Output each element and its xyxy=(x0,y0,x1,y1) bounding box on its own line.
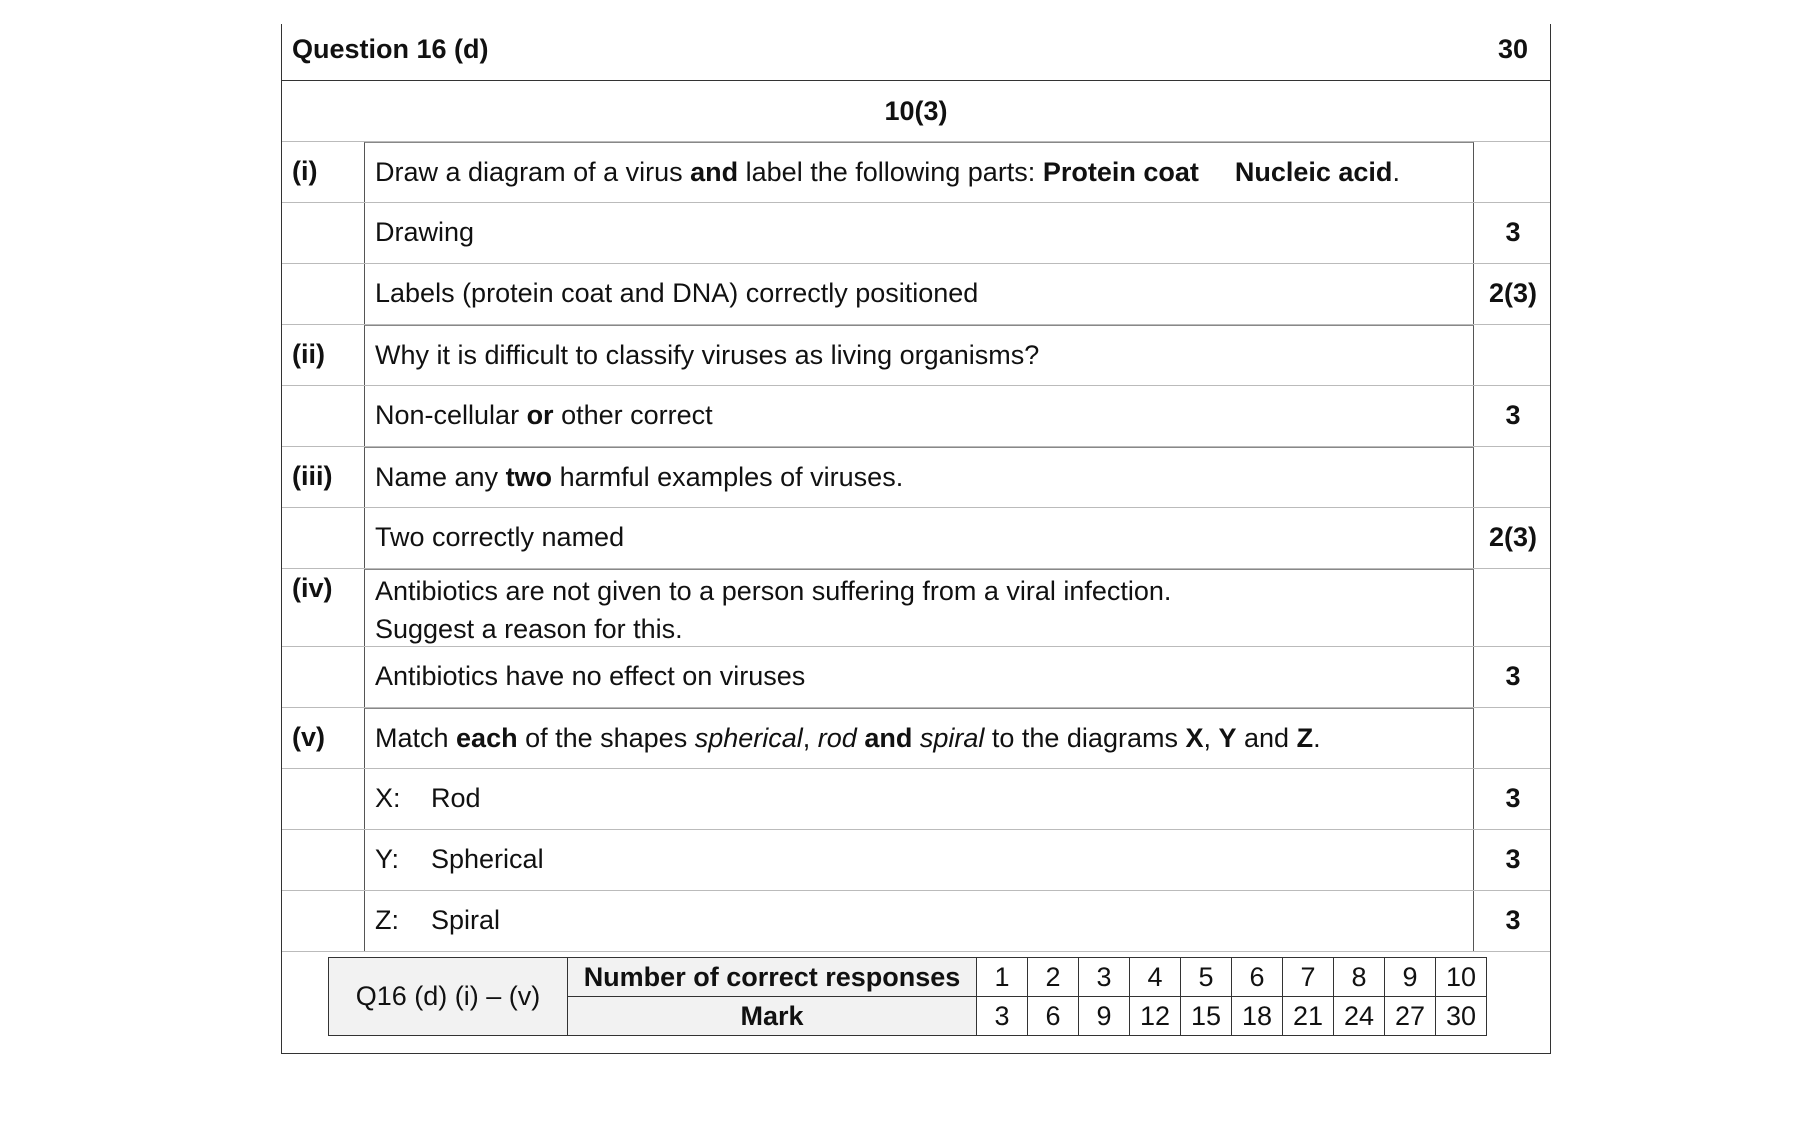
answer-row xyxy=(282,830,1550,891)
answer-mark: 3 xyxy=(1505,905,1521,935)
mark-label: Mark xyxy=(568,997,977,1036)
question-total-marks: 30 xyxy=(1497,34,1528,64)
answer-mark: 3 xyxy=(1505,844,1521,874)
mark-cell: 18 xyxy=(1232,997,1283,1036)
answer-mark: 3 xyxy=(1505,661,1521,691)
question-text: Why it is difficult to classify viruses as living organisms? xyxy=(375,340,1040,370)
question-text: Match each of the shapes spherical, rod and spiral to the diagrams X, Y and Z. xyxy=(375,723,1321,753)
answer-row xyxy=(282,769,1550,830)
mark-cell: 30 xyxy=(1436,997,1487,1036)
response-count-cell: 1 xyxy=(977,958,1028,997)
response-count-cell: 2 xyxy=(1028,958,1079,997)
question-text: Antibiotics are not given to a person suffering from a viral infection. Suggest a reason for this. xyxy=(364,569,1474,646)
response-count-cell: 3 xyxy=(1079,958,1130,997)
mark-conversion-table xyxy=(328,957,1487,1036)
response-count-cell: 7 xyxy=(1283,958,1334,997)
response-count-cell: 10 xyxy=(1436,958,1487,997)
answer-text: Two correctly named xyxy=(375,522,625,552)
answer-row xyxy=(282,386,1550,447)
answer-text: X: Rod xyxy=(375,783,481,813)
question-title: Question 16 (d) xyxy=(292,34,489,64)
mark-cell: 27 xyxy=(1385,997,1436,1036)
mark-cell: 12 xyxy=(1130,997,1181,1036)
table-caption: Q16 (d) (i) – (v) xyxy=(329,958,568,1036)
response-count-cell: 6 xyxy=(1232,958,1283,997)
part-iv-question-row xyxy=(282,569,1550,647)
question-header xyxy=(282,24,1550,81)
answer-row xyxy=(282,203,1550,264)
response-count-cell: 8 xyxy=(1334,958,1385,997)
marking-scheme-frame xyxy=(281,24,1551,1054)
part-number: (iv) xyxy=(292,573,333,603)
answer-text: Labels (protein coat and DNA) correctly positioned xyxy=(375,278,979,308)
responses-label: Number of correct responses xyxy=(568,958,977,997)
mark-cell: 21 xyxy=(1283,997,1334,1036)
answer-text: Y: Spherical xyxy=(375,844,544,874)
responses-row xyxy=(329,958,1487,997)
answer-mark: 2(3) xyxy=(1488,278,1537,308)
part-number: (v) xyxy=(292,722,325,752)
answer-mark: 3 xyxy=(1505,400,1521,430)
mark-cell: 15 xyxy=(1181,997,1232,1036)
mark-cell: 24 xyxy=(1334,997,1385,1036)
answer-text: Non-cellular or other correct xyxy=(375,400,713,430)
question-text: Draw a diagram of a virus and label the following parts: Protein coat Nucleic acid. xyxy=(364,142,1474,202)
answer-row xyxy=(282,891,1550,952)
mark-cell: 6 xyxy=(1028,997,1079,1036)
answer-mark: 3 xyxy=(1505,783,1521,813)
answer-row xyxy=(282,647,1550,708)
answer-row xyxy=(282,508,1550,569)
question-text: Name any two harmful examples of viruses. xyxy=(375,462,904,492)
marks-breakdown: 10(3) xyxy=(282,81,1550,142)
part-number: (iii) xyxy=(292,461,333,491)
part-number: (i) xyxy=(292,156,318,186)
response-count-cell: 4 xyxy=(1130,958,1181,997)
part-i-question-row xyxy=(282,142,1550,203)
part-ii-question-row xyxy=(282,325,1550,386)
part-v-question-row xyxy=(282,708,1550,769)
answer-row xyxy=(282,264,1550,325)
part-number: (ii) xyxy=(292,339,325,369)
mark-cell: 3 xyxy=(977,997,1028,1036)
part-iii-question-row xyxy=(282,447,1550,508)
mark-cell: 9 xyxy=(1079,997,1130,1036)
answer-text: Z: Spiral xyxy=(375,905,501,935)
answer-mark: 3 xyxy=(1505,217,1521,247)
answer-mark: 2(3) xyxy=(1488,522,1537,552)
answer-text: Antibiotics have no effect on viruses xyxy=(375,661,806,691)
answer-text: Drawing xyxy=(375,217,475,247)
response-count-cell: 9 xyxy=(1385,958,1436,997)
response-count-cell: 5 xyxy=(1181,958,1232,997)
